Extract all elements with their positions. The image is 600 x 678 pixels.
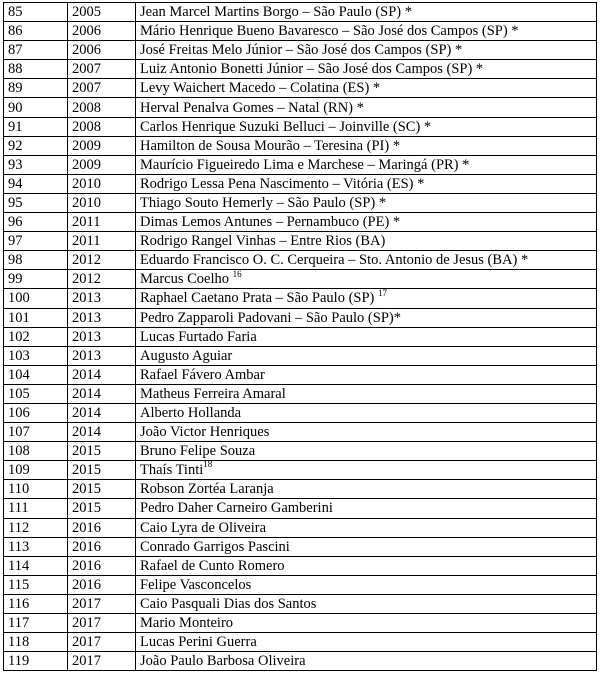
table-row xyxy=(4,384,597,403)
year-cell: 2013 xyxy=(68,327,136,346)
member-name: Pedro Daher Carneiro Gamberini xyxy=(140,500,333,517)
year-cell: 2009 xyxy=(68,136,136,155)
row-number-cell: 91 xyxy=(4,117,68,136)
year-cell: 2015 xyxy=(68,499,136,518)
member-name: Rafael Fávero Ambar xyxy=(140,366,265,383)
table-row xyxy=(4,499,597,518)
name-cell xyxy=(136,652,597,671)
row-number-cell: 113 xyxy=(4,537,68,556)
row-number-cell: 114 xyxy=(4,556,68,575)
name-cell xyxy=(136,633,597,652)
name-cell xyxy=(136,594,597,613)
table-row xyxy=(4,575,597,594)
member-name: Maurício Figueiredo Lima e Marchese – Maringá (PR) * xyxy=(140,156,470,173)
table-row xyxy=(4,633,597,652)
member-name: Levy Waichert Macedo – Colatina (ES) * xyxy=(140,80,381,97)
year-cell: 2012 xyxy=(68,251,136,270)
year-cell: 2014 xyxy=(68,423,136,442)
name-cell xyxy=(136,60,597,79)
row-number-cell: 101 xyxy=(4,308,68,327)
member-name: Alberto Hollanda xyxy=(140,405,242,422)
name-cell xyxy=(136,403,597,422)
member-name: Mário Henrique Bueno Bavaresco – São José dos Campos (SP) * xyxy=(140,23,519,40)
name-cell xyxy=(136,499,597,518)
row-number-cell: 118 xyxy=(4,633,68,652)
year-cell: 2006 xyxy=(68,41,136,60)
table-row xyxy=(4,98,597,117)
member-name: Felipe Vasconcelos xyxy=(140,576,252,593)
table-row xyxy=(4,327,597,346)
year-cell: 2006 xyxy=(68,22,136,41)
member-name: Thaís Tinti xyxy=(140,462,204,479)
name-cell xyxy=(136,518,597,537)
table-row xyxy=(4,155,597,174)
member-name: Marcus Coelho xyxy=(140,271,233,288)
member-name: Bruno Felipe Souza xyxy=(140,443,256,460)
name-cell xyxy=(136,22,597,41)
row-number-cell: 108 xyxy=(4,442,68,461)
member-name: Robson Zortéa Laranja xyxy=(140,481,274,498)
row-number-cell: 106 xyxy=(4,403,68,422)
row-number-cell: 95 xyxy=(4,193,68,212)
table-row xyxy=(4,461,597,480)
row-number-cell: 102 xyxy=(4,327,68,346)
table-row xyxy=(4,518,597,537)
name-cell xyxy=(136,461,597,480)
member-name: Carlos Henrique Suzuki Belluci – Joinville (SC) * xyxy=(140,118,432,135)
table-row xyxy=(4,232,597,251)
year-cell: 2013 xyxy=(68,346,136,365)
name-cell xyxy=(136,614,597,633)
table-row xyxy=(4,213,597,232)
member-name: Pedro Zapparoli Padovani – São Paulo (SP)* xyxy=(140,309,401,326)
member-name: Herval Penalva Gomes – Natal (RN) * xyxy=(140,99,364,116)
member-name: Conrado Garrigos Pascini xyxy=(140,538,290,555)
row-number-cell: 94 xyxy=(4,174,68,193)
member-name: João Paulo Barbosa Oliveira xyxy=(140,653,306,670)
row-number-cell: 96 xyxy=(4,213,68,232)
year-cell: 2014 xyxy=(68,365,136,384)
table-row xyxy=(4,289,597,308)
name-cell xyxy=(136,289,597,308)
name-cell xyxy=(136,270,597,289)
table-row xyxy=(4,652,597,671)
name-cell xyxy=(136,117,597,136)
members-table xyxy=(3,2,597,671)
name-cell xyxy=(136,308,597,327)
row-number-cell: 104 xyxy=(4,365,68,384)
row-number-cell: 99 xyxy=(4,270,68,289)
year-cell: 2007 xyxy=(68,60,136,79)
member-name: Rafael de Cunto Romero xyxy=(140,557,285,574)
table-row xyxy=(4,308,597,327)
member-name: Hamilton de Sousa Mourão – Teresina (PI) * xyxy=(140,137,401,154)
year-cell: 2016 xyxy=(68,556,136,575)
member-name: Rodrigo Rangel Vinhas – Entre Rios (BA) xyxy=(140,233,386,250)
year-cell: 2016 xyxy=(68,518,136,537)
year-cell: 2013 xyxy=(68,289,136,308)
row-number-cell: 89 xyxy=(4,79,68,98)
year-cell: 2016 xyxy=(68,537,136,556)
year-cell: 2009 xyxy=(68,155,136,174)
name-cell xyxy=(136,193,597,212)
row-number-cell: 107 xyxy=(4,423,68,442)
row-number-cell: 110 xyxy=(4,480,68,499)
member-name: Lucas Perini Guerra xyxy=(140,634,257,651)
year-cell: 2013 xyxy=(68,308,136,327)
member-name: Caio Pasquali Dias dos Santos xyxy=(140,595,317,612)
table-row xyxy=(4,594,597,613)
row-number-cell: 117 xyxy=(4,614,68,633)
table-row xyxy=(4,480,597,499)
year-cell: 2017 xyxy=(68,633,136,652)
year-cell: 2010 xyxy=(68,193,136,212)
year-cell: 2014 xyxy=(68,384,136,403)
row-number-cell: 97 xyxy=(4,232,68,251)
name-cell xyxy=(136,384,597,403)
row-number-cell: 86 xyxy=(4,22,68,41)
member-name: Rodrigo Lessa Pena Nascimento – Vitória (ES) * xyxy=(140,175,425,192)
name-cell xyxy=(136,136,597,155)
member-name: Augusto Aguiar xyxy=(140,347,233,364)
name-cell xyxy=(136,251,597,270)
row-number-cell: 116 xyxy=(4,594,68,613)
year-cell: 2005 xyxy=(68,3,136,22)
row-number-cell: 98 xyxy=(4,251,68,270)
row-number-cell: 111 xyxy=(4,499,68,518)
table-row xyxy=(4,365,597,384)
row-number-cell: 119 xyxy=(4,652,68,671)
member-name: Mario Monteiro xyxy=(140,615,234,632)
name-cell xyxy=(136,327,597,346)
footnote-marker: 16 xyxy=(232,269,242,279)
table-row xyxy=(4,22,597,41)
table-row xyxy=(4,3,597,22)
member-name: José Freitas Melo Júnior – São José dos Campos (SP) * xyxy=(140,42,463,59)
footnote-marker: 17 xyxy=(378,288,387,298)
name-cell xyxy=(136,155,597,174)
name-cell xyxy=(136,213,597,232)
year-cell: 2016 xyxy=(68,575,136,594)
name-cell xyxy=(136,575,597,594)
year-cell: 2012 xyxy=(68,270,136,289)
name-cell xyxy=(136,423,597,442)
row-number-cell: 88 xyxy=(4,60,68,79)
row-number-cell: 100 xyxy=(4,289,68,308)
table-row xyxy=(4,60,597,79)
table-row xyxy=(4,193,597,212)
year-cell: 2010 xyxy=(68,174,136,193)
member-name: Luiz Antonio Bonetti Júnior – São José dos Campos (SP) * xyxy=(140,61,484,78)
members-table-body xyxy=(4,3,597,671)
member-name: Matheus Ferreira Amaral xyxy=(140,385,286,402)
member-name: Raphael Caetano Prata – São Paulo (SP) xyxy=(140,290,378,307)
year-cell: 2017 xyxy=(68,614,136,633)
row-number-cell: 87 xyxy=(4,41,68,60)
table-row xyxy=(4,79,597,98)
year-cell: 2008 xyxy=(68,117,136,136)
year-cell: 2017 xyxy=(68,652,136,671)
name-cell xyxy=(136,3,597,22)
table-row xyxy=(4,174,597,193)
year-cell: 2011 xyxy=(68,232,136,251)
row-number-cell: 109 xyxy=(4,461,68,480)
member-name: Dimas Lemos Antunes – Pernambuco (PE) * xyxy=(140,214,401,231)
name-cell xyxy=(136,480,597,499)
name-cell xyxy=(136,365,597,384)
name-cell xyxy=(136,98,597,117)
row-number-cell: 85 xyxy=(4,3,68,22)
name-cell xyxy=(136,41,597,60)
name-cell xyxy=(136,556,597,575)
table-row xyxy=(4,41,597,60)
row-number-cell: 92 xyxy=(4,136,68,155)
name-cell xyxy=(136,346,597,365)
name-cell xyxy=(136,442,597,461)
row-number-cell: 115 xyxy=(4,575,68,594)
name-cell xyxy=(136,537,597,556)
table-row xyxy=(4,442,597,461)
table-row xyxy=(4,270,597,289)
year-cell: 2011 xyxy=(68,213,136,232)
member-name: Jean Marcel Martins Borgo – São Paulo (SP) * xyxy=(140,4,412,21)
row-number-cell: 93 xyxy=(4,155,68,174)
row-number-cell: 112 xyxy=(4,518,68,537)
year-cell: 2014 xyxy=(68,403,136,422)
row-number-cell: 105 xyxy=(4,384,68,403)
row-number-cell: 103 xyxy=(4,346,68,365)
year-cell: 2015 xyxy=(68,461,136,480)
document-page xyxy=(3,2,597,671)
year-cell: 2015 xyxy=(68,480,136,499)
table-row xyxy=(4,537,597,556)
table-row xyxy=(4,251,597,270)
year-cell: 2015 xyxy=(68,442,136,461)
footnote-marker: 18 xyxy=(203,460,213,470)
table-row xyxy=(4,423,597,442)
table-row xyxy=(4,556,597,575)
member-name: João Victor Henriques xyxy=(140,424,270,441)
name-cell xyxy=(136,174,597,193)
table-row xyxy=(4,614,597,633)
name-cell xyxy=(136,232,597,251)
table-row xyxy=(4,117,597,136)
row-number-cell: 90 xyxy=(4,98,68,117)
year-cell: 2008 xyxy=(68,98,136,117)
member-name: Caio Lyra de Oliveira xyxy=(140,519,267,536)
year-cell: 2007 xyxy=(68,79,136,98)
member-name: Eduardo Francisco O. C. Cerqueira – Sto. Antonio de Jesus (BA) * xyxy=(140,252,529,269)
table-row xyxy=(4,346,597,365)
year-cell: 2017 xyxy=(68,594,136,613)
member-name: Thiago Souto Hemerly – São Paulo (SP) * xyxy=(140,194,387,211)
table-row xyxy=(4,403,597,422)
table-row xyxy=(4,136,597,155)
name-cell xyxy=(136,79,597,98)
member-name: Lucas Furtado Faria xyxy=(140,328,257,345)
